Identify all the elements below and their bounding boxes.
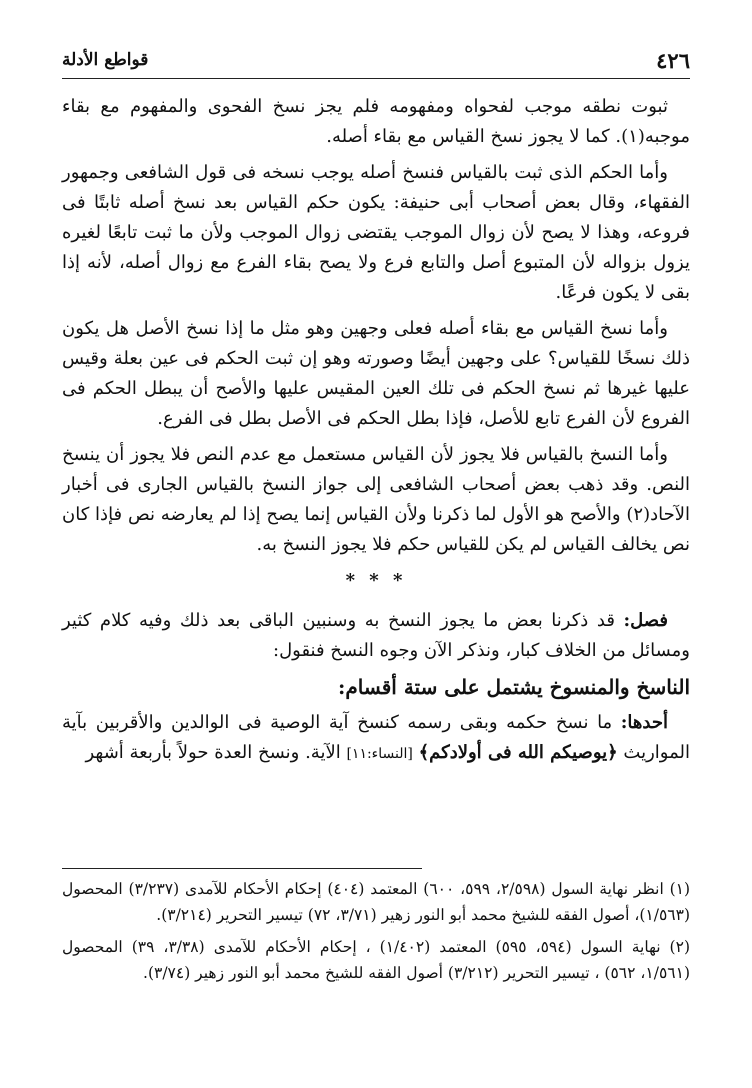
paragraph-1: ثبوت نطقه موجب لفحواه ومفهومه فلم يجز نسخ الفحوى والمفهوم مع بقاء موجبه(١). كما لا يجوز نسخ القياس مع بقاء أصله. <box>62 96 690 147</box>
footnote-divider <box>62 868 422 869</box>
quran-citation: [النساء:١١] <box>346 746 413 762</box>
paragraph-4: وأما النسخ بالقياس فلا يجوز لأن القياس مستعمل مع عدم النص فلا يجوز أن ينسخ النص. وقد ذهب بعض أصحاب الشافعى إلى جواز النسخ بالقياس الجارى فى أخبار الآحاد(٢) والأصح هو الأول لما ذكرنا ولأن القياس إنما يصح إذا لم يعارضه نص فإذا كان نص يخالف القياس لم يكن للقياس حكم فلا يجوز النسخ به. <box>62 444 690 555</box>
paragraph-3: وأما نسخ القياس مع بقاء أصله فعلى وجهين وهو مثل ما إذا نسخ الأصل هل يكون ذلك نسخًا للقياس؟ على وجهين أيضًا وصورته وهو إن ثبت الحكم فى عين بعلة وقيس عليها غيرها ثم نسخ الحكم فى تلك العين المقيس عليها والأصح أن يبطل الحكم فى الفروع لأن الفرع تابع للأصل، فإذا بطل الحكم فى الأصل بطل فى الفرع. <box>62 318 690 429</box>
footnote-2: (٢) نهاية السول (٥٩٤، ٥٩٥) المعتمد (١/٤٠٢) ، إحكام الأحكام للآمدى (٣/٣٨، ٣٩) المحصول (١/٥٦١، ٥٦٢) ، تيسير التحرير (٣/٢١٢) أصول الفقه للشيخ محمد أبو النور زهير (٣/٧٤). <box>62 938 690 982</box>
footnote-1: (١) انظر نهاية السول (٢/٥٩٨، ٥٩٩، ٦٠٠) المعتمد (٤٠٤) إحكام الأحكام للآمدى (٣/٢٣٧) المحصول (١/٥٦٣)، أصول الفقه للشيخ محمد أبو النور زهير (٣/٧١، ٧٢) تيسير التحرير (٣/٢١٤). <box>62 880 691 924</box>
section-separator: * * * <box>345 570 407 591</box>
fasl-text: قد ذكرنا بعض ما يجوز النسخ به وسنبين الباقى بعد ذلك وفيه كلام كثير ومسائل من الخلاف كبار، ونذكر الآن وجوه النسخ فنقول: <box>62 610 690 661</box>
first-item-paragraph <box>62 708 690 769</box>
paragraph-2: وأما الحكم الذى ثبت بالقياس فنسخ أصله يوجب نسخه فى قول الشافعى وجمهور الفقهاء، وقال بعض أصحاب أبى حنيفة: يكون حكم القياس بعد نسخ أصله ثابتًا فى فروعه، وهذا لا يصح لأن زوال الموجب يقتضى زوال الموجب ولأن ما ثبت تابعًا لغيره يزول بزواله لأن المتبوع أصل والتابع فرع ولا يصح بقاء الفرع مع زوال أصله، لأنه إذا بقى لا يكون فرعًا. <box>62 162 690 303</box>
running-title: قواطع الأدلة <box>62 50 149 70</box>
first-item-label: أحدها: <box>620 712 668 733</box>
page-number: ٤٢٦ <box>656 48 690 73</box>
fasl-paragraph <box>62 606 690 666</box>
section-heading: الناسخ والمنسوخ يشتمل على ستة أقسام: <box>338 675 690 699</box>
first-item-text-after: الآية. ونسخ العدة حولاً بأربعة أشهر <box>85 742 341 763</box>
first-item-text-before: ما نسخ حكمه وبقى رسمه كنسخ آية الوصية فى الوالدين والأقربين بآية المواريث <box>62 712 690 763</box>
fasl-label: فصل: <box>623 610 668 631</box>
page-header <box>62 44 690 79</box>
quran-quote: ﴿يوصيكم الله فى أولادكم﴾ <box>418 742 618 763</box>
footnotes <box>62 876 690 992</box>
main-text <box>62 92 690 775</box>
